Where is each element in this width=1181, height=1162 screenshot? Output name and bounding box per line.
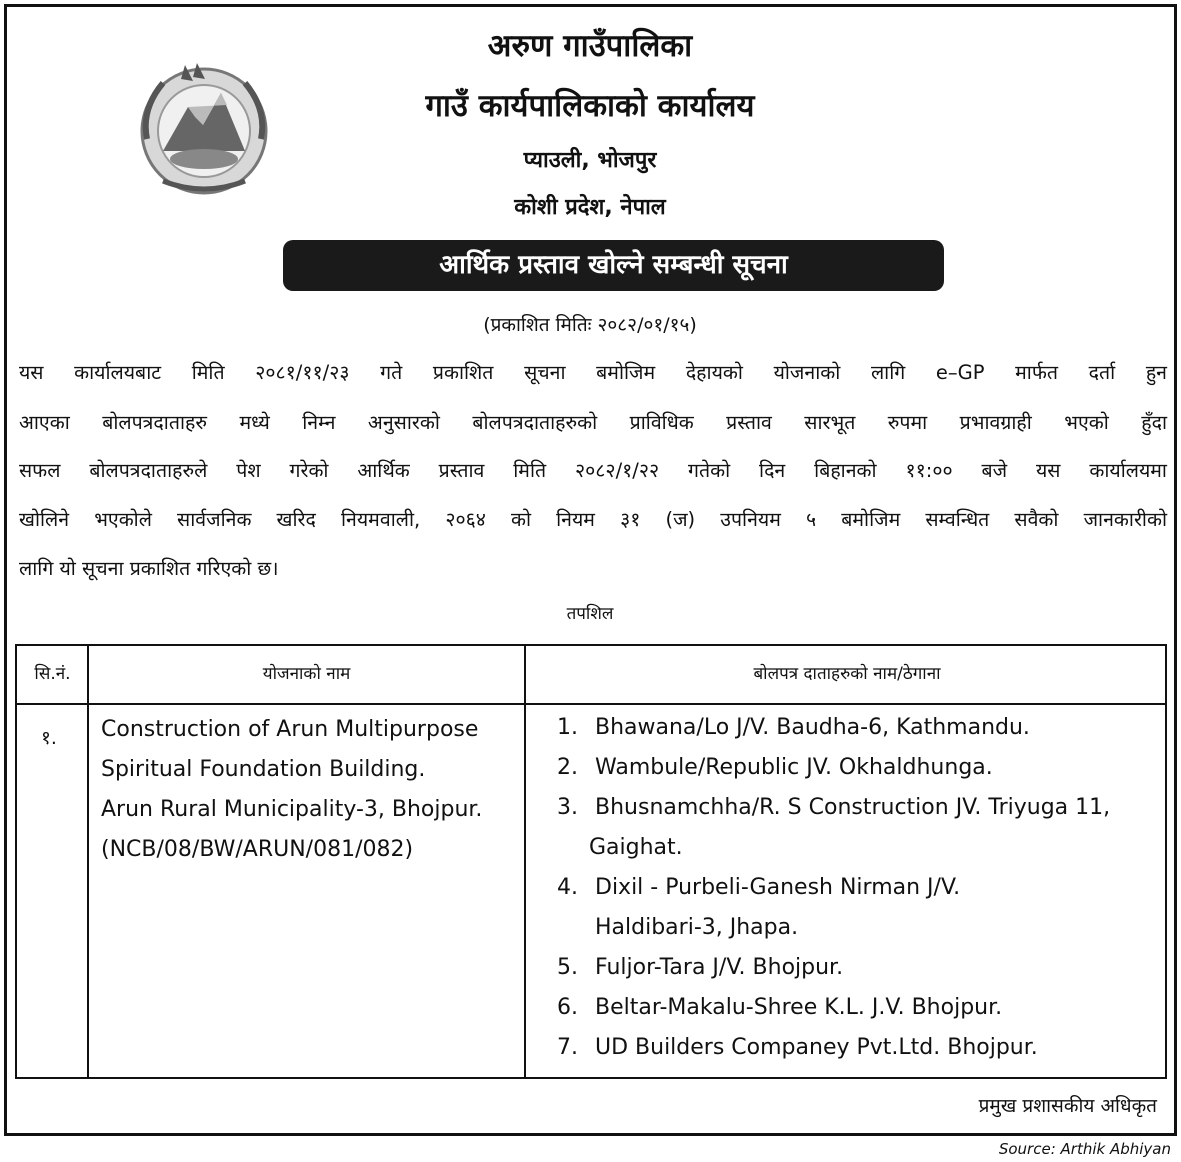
bidder-item xyxy=(557,988,1157,1028)
bidder-item-continued xyxy=(557,908,1157,948)
project-line: Arun Rural Municipality-3, Bhojpur. xyxy=(101,797,483,822)
details-table xyxy=(15,644,1167,1079)
bidder-number: 3. xyxy=(557,795,578,820)
header-bidders: बोलपत्र दाताहरुको नाम/ठेगाना xyxy=(753,664,941,684)
bidder-item xyxy=(557,868,1157,908)
header-project: योजनाको नाम xyxy=(262,664,351,684)
office-location: प्याउली, भोजपुर xyxy=(523,148,657,173)
table-caption: तपशिल xyxy=(566,604,614,624)
header-serial: सि.नं. xyxy=(34,664,71,684)
project-line: Spiritual Foundation Building. xyxy=(101,757,426,782)
source-credit: Source: Arthik Abhiyan xyxy=(998,1140,1171,1158)
bidder-item xyxy=(557,788,1157,828)
bidder-text: Fuljor-Tara J/V. Bhojpur. xyxy=(595,955,844,980)
bidder-number: 1. xyxy=(557,715,578,740)
bidder-number: 4. xyxy=(557,875,578,900)
notice-title: आर्थिक प्रस्ताव खोल्ने सम्बन्धी सूचना xyxy=(283,240,944,291)
header-divider xyxy=(17,703,1165,705)
bidder-item xyxy=(557,708,1157,748)
bidder-text: Wambule/Republic JV. Okhaldhunga. xyxy=(595,755,993,780)
column-divider xyxy=(524,646,526,1077)
bidder-number: 7. xyxy=(557,1035,578,1060)
column-divider xyxy=(87,646,89,1077)
project-line: (NCB/08/BW/ARUN/081/082) xyxy=(101,837,414,862)
project-line: Construction of Arun Multipurpose xyxy=(101,717,479,742)
bidder-item xyxy=(557,748,1157,788)
bidders-cell xyxy=(557,708,1157,1068)
bidder-item xyxy=(557,1028,1157,1068)
bidder-number: 5. xyxy=(557,955,578,980)
body-text-line: सफल बोलपत्रदाताहरुले पेश गरेको आर्थिक प्रस्ताव मिति २०८२/१/२२ गतेको दिन बिहानको ११:०० बजे यस कार्यालयमा xyxy=(19,459,1167,482)
bidder-number: 2. xyxy=(557,755,578,780)
body-text-line: खोलिने भएकोले सार्वजनिक खरिद नियमवाली, २०६४ को नियम ३१ (ज) उपनियम ५ बमोजिम सम्वन्धित सवैको जानकारीको xyxy=(19,508,1167,531)
bidder-text: Gaighat. xyxy=(589,835,683,860)
nepal-emblem-icon xyxy=(133,59,275,197)
published-date: (प्रकाशित मितिः २०८२/०१/१५) xyxy=(483,314,697,336)
bidder-item-continued xyxy=(557,828,1157,868)
bidder-item xyxy=(557,948,1157,988)
bidder-text: Beltar-Makalu-Shree K.L. J.V. Bhojpur. xyxy=(595,995,1003,1020)
body-text-line: आएका बोलपत्रदाताहरु मध्ये निम्न अनुसारको बोलपत्रदाताहरुको प्राविधिक प्रस्ताव सारभूत रुपमा प्रभावग्राही भएको हुँदा xyxy=(19,411,1167,434)
project-cell xyxy=(101,710,521,870)
bidder-text: Bhusnamchha/R. S Construction JV. Triyuga 11, xyxy=(595,795,1111,820)
municipality-name: अरुण गाउँपालिका xyxy=(487,28,693,64)
office-name: गाउँ कार्यपालिकाको कार्यालय xyxy=(425,88,755,124)
bidder-number: 6. xyxy=(557,995,578,1020)
bidder-text: UD Builders Companey Pvt.Ltd. Bhojpur. xyxy=(595,1035,1038,1060)
body-text-line: लागि यो सूचना प्रकाशित गरिएको छ। xyxy=(19,557,279,580)
signoff-title: प्रमुख प्रशासकीय अधिकृत xyxy=(978,1095,1157,1117)
province-line: कोशी प्रदेश, नेपाल xyxy=(514,195,666,220)
bidder-text: Haldibari-3, Jhapa. xyxy=(595,915,799,940)
bidder-text: Bhawana/Lo J/V. Baudha-6, Kathmandu. xyxy=(595,715,1030,740)
bidder-text: Dixil - Purbeli-Ganesh Nirman J/V. xyxy=(595,875,961,900)
body-text-line: यस कार्यालयबाट मिति २०८१/११/२३ गते प्रकाशित सूचना बमोजिम देहायको योजनाको लागि e–GP मार्फत दर्ता हुन xyxy=(19,361,1167,384)
row-serial: १. xyxy=(41,727,57,749)
